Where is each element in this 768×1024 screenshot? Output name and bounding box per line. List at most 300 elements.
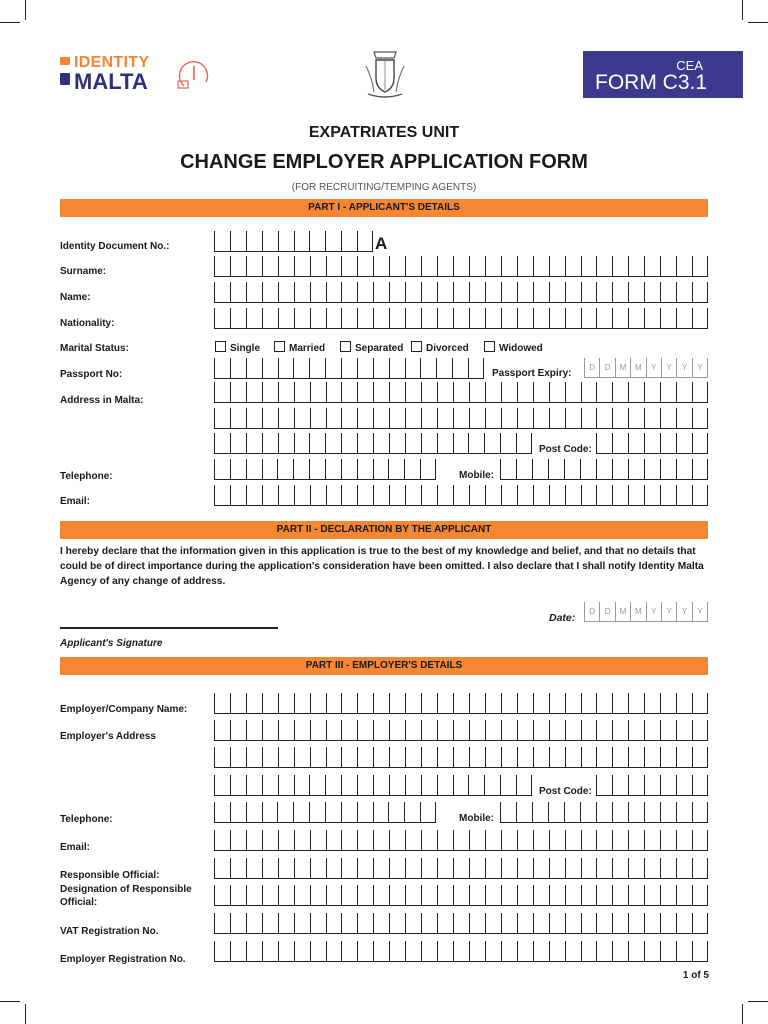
char-box-divider [262, 913, 263, 933]
char-box-divider [628, 433, 629, 453]
part2-banner: PART II - DECLARATION BY THE APPLICANT [60, 521, 708, 539]
char-box-divider [692, 941, 693, 961]
char-box-divider [389, 775, 390, 795]
employer-address-line3-field[interactable] [214, 775, 532, 796]
char-box-divider [389, 913, 390, 933]
char-box-divider [357, 941, 358, 961]
official-field[interactable] [214, 858, 708, 879]
char-box-divider [517, 282, 518, 302]
char-box-divider [707, 941, 708, 961]
char-box-divider [326, 382, 327, 402]
char-box-divider [357, 256, 358, 276]
char-box-divider [644, 858, 645, 878]
char-box-divider [230, 775, 231, 795]
char-box-divider [262, 775, 263, 795]
char-box-divider [326, 408, 327, 428]
char-box-divider [389, 830, 390, 850]
char-box-divider [660, 775, 661, 795]
char-box-divider [628, 747, 629, 767]
char-box-divider [549, 858, 550, 878]
char-box-divider [596, 941, 597, 961]
char-box-divider [548, 459, 549, 479]
char-box-divider [549, 282, 550, 302]
logo-line2: MALTA [74, 69, 148, 94]
char-box-divider [644, 802, 645, 822]
char-box-divider [357, 913, 358, 933]
logo-line1: IDENTITY [74, 54, 150, 71]
char-box-divider [612, 802, 613, 822]
employer-telephone-field[interactable] [214, 802, 436, 823]
char-box-divider [230, 802, 231, 822]
char-box-divider [707, 693, 708, 713]
char-box-divider [293, 358, 294, 378]
char-box-divider [453, 433, 454, 453]
char-box-divider [310, 858, 311, 878]
char-box-divider [372, 231, 373, 251]
char-box-divider [341, 913, 342, 933]
char-box-divider [533, 913, 534, 933]
vat-field[interactable] [214, 913, 708, 934]
marital-status-label: Marital Status: [60, 343, 129, 354]
char-box-divider [421, 830, 422, 850]
date-digit-box: Y [677, 602, 692, 622]
char-box-divider [421, 693, 422, 713]
char-box-divider [501, 747, 502, 767]
char-box-divider [485, 308, 486, 328]
char-box-divider [310, 830, 311, 850]
char-box-divider [581, 282, 582, 302]
char-box-divider [262, 282, 263, 302]
char-box-divider [278, 747, 279, 767]
char-box-divider [644, 830, 645, 850]
char-box-divider [581, 382, 582, 402]
id-card-icon [176, 56, 212, 92]
marital-married-checkbox[interactable] [274, 341, 325, 354]
char-box-divider [501, 830, 502, 850]
marital-separated-checkbox[interactable] [340, 341, 403, 354]
char-box-divider [596, 256, 597, 276]
char-box-divider [230, 231, 231, 251]
char-box-divider [214, 720, 215, 740]
char-box-divider [453, 382, 454, 402]
char-box-divider [373, 885, 374, 905]
employer-mobile-label: Mobile: [459, 813, 494, 824]
char-box-divider [294, 913, 295, 933]
char-box-divider [501, 913, 502, 933]
char-box-divider [692, 802, 693, 822]
char-box-divider [278, 382, 279, 402]
char-box-divider [628, 256, 629, 276]
char-box-divider [707, 720, 708, 740]
char-box-divider [437, 485, 438, 505]
char-box-divider [692, 282, 693, 302]
char-box-divider [277, 802, 278, 822]
char-box-divider [294, 231, 295, 251]
char-box-divider [549, 913, 550, 933]
signature-line[interactable] [60, 627, 278, 629]
declaration-text: I hereby declare that the information given in this application is true to the best of my knowledge and belief, and that no details that could be of direct importance during the application's consideration have been omitted. I also declare that I shall notify Identity Malta Agency of any change of address. [60, 546, 704, 587]
email-label: Email: [60, 496, 91, 507]
crop-mark [748, 1001, 768, 1002]
char-box-divider [676, 382, 677, 402]
char-box-divider [278, 885, 279, 905]
char-box-divider [230, 282, 231, 302]
char-box-divider [326, 282, 327, 302]
char-box-divider [581, 485, 582, 505]
char-box-divider [707, 747, 708, 767]
char-box-divider [676, 802, 677, 822]
char-box-divider [628, 408, 629, 428]
char-box-divider [676, 858, 677, 878]
char-box-divider [325, 775, 326, 795]
char-box-divider [262, 693, 263, 713]
char-box-divider [230, 408, 231, 428]
date-digit-box: Y [677, 358, 692, 378]
char-box-divider [437, 913, 438, 933]
address-line3-field[interactable] [214, 433, 532, 454]
nationality-field[interactable] [214, 308, 708, 329]
char-box-divider [644, 885, 645, 905]
char-box-divider [692, 256, 693, 276]
char-box-divider [707, 408, 708, 428]
address-line1-field[interactable] [214, 382, 708, 403]
char-box-divider [707, 830, 708, 850]
char-box-divider [309, 775, 310, 795]
char-box-divider [357, 231, 358, 251]
char-box-divider [565, 720, 566, 740]
char-box-divider [405, 830, 406, 850]
form-code: FORM C3.1 [595, 71, 708, 94]
address-line2-field[interactable] [214, 408, 708, 429]
char-box-divider [469, 885, 470, 905]
char-box-divider [660, 459, 661, 479]
char-box-divider [262, 885, 263, 905]
char-box-divider [326, 747, 327, 767]
company-name-label: Employer/Company Name: [60, 704, 188, 715]
char-box-divider [246, 830, 247, 850]
char-box-divider [437, 858, 438, 878]
char-box-divider [389, 747, 390, 767]
char-box-divider [628, 830, 629, 850]
marital-single-checkbox[interactable] [215, 341, 260, 354]
part1-banner: PART I - APPLICANT'S DETAILS [60, 199, 708, 217]
char-box-divider [596, 382, 597, 402]
char-box-divider [246, 282, 247, 302]
char-box-divider [452, 358, 453, 378]
char-box-divider [485, 408, 486, 428]
char-box-divider [421, 941, 422, 961]
char-box-divider [549, 747, 550, 767]
char-box-divider [692, 775, 693, 795]
marital-option-label: Single [230, 343, 261, 354]
char-box-divider [628, 941, 629, 961]
char-box-divider [581, 256, 582, 276]
char-box-divider [692, 693, 693, 713]
char-box-divider [612, 858, 613, 878]
char-box-divider [246, 720, 247, 740]
char-box-divider [660, 382, 661, 402]
char-box-divider [596, 282, 597, 302]
char-box-divider [357, 433, 358, 453]
char-box-divider [326, 485, 327, 505]
name-label: Name: [60, 292, 91, 303]
company-name-field[interactable] [214, 693, 708, 714]
employer-mobile-field[interactable] [500, 802, 708, 823]
char-box-divider [262, 941, 263, 961]
char-box-divider [644, 747, 645, 767]
char-box-divider [278, 858, 279, 878]
char-box-divider [341, 358, 342, 378]
char-box-divider [278, 358, 279, 378]
telephone-field[interactable] [214, 459, 436, 480]
char-box-divider [707, 382, 708, 402]
char-box-divider [485, 720, 486, 740]
char-box-divider [660, 256, 661, 276]
char-box-divider [517, 885, 518, 905]
char-box-divider [230, 693, 231, 713]
char-box-divider [262, 747, 263, 767]
employer-email-field[interactable] [214, 830, 708, 851]
employer-postcode-field[interactable] [596, 775, 708, 796]
char-box-divider [262, 858, 263, 878]
char-box-divider [230, 885, 231, 905]
date-digit-box: Y [662, 358, 677, 378]
crop-mark [748, 22, 768, 23]
malta-coat-of-arms-icon [362, 46, 408, 100]
char-box-divider [533, 747, 534, 767]
char-box-divider [373, 282, 374, 302]
char-box-divider [453, 408, 454, 428]
employer-address-line2-field[interactable] [214, 747, 708, 768]
char-box-divider [357, 485, 358, 505]
char-box-divider [692, 459, 693, 479]
char-box-divider [437, 775, 438, 795]
char-box-divider [707, 433, 708, 453]
date-digit-box: D [585, 602, 600, 622]
char-box-divider [421, 282, 422, 302]
char-box-divider [278, 256, 279, 276]
char-box-divider [214, 256, 215, 276]
char-box-divider [628, 775, 629, 795]
char-box-divider [565, 408, 566, 428]
char-box-divider [549, 830, 550, 850]
char-box-divider [485, 693, 486, 713]
char-box-divider [596, 459, 597, 479]
char-box-divider [596, 485, 597, 505]
char-box-divider [341, 693, 342, 713]
char-box-divider [469, 747, 470, 767]
passport-expiry-date-field[interactable] [584, 358, 708, 378]
char-box-divider [294, 941, 295, 961]
char-box-divider [580, 802, 581, 822]
designation-field[interactable] [214, 885, 708, 906]
char-box-divider [278, 308, 279, 328]
char-box-divider [692, 408, 693, 428]
char-box-divider [660, 802, 661, 822]
char-box-divider [230, 256, 231, 276]
char-box-divider [246, 485, 247, 505]
char-box-divider [373, 408, 374, 428]
char-box-divider [707, 885, 708, 905]
employer-address-line1-field[interactable] [214, 720, 708, 741]
char-box-divider [485, 885, 486, 905]
char-box-divider [468, 433, 469, 453]
address-label: Address in Malta: [60, 395, 144, 406]
char-box-divider [341, 308, 342, 328]
char-box-divider [310, 913, 311, 933]
date-digit-box: M [616, 358, 631, 378]
char-box-divider [485, 256, 486, 276]
char-box-divider [501, 408, 502, 428]
marital-divorced-checkbox[interactable] [411, 341, 469, 354]
char-box-divider [437, 382, 438, 402]
char-box-divider [214, 231, 215, 251]
char-box-divider [309, 802, 310, 822]
char-box-divider [516, 802, 517, 822]
char-box-divider [644, 256, 645, 276]
char-box-divider [246, 256, 247, 276]
name-field[interactable] [214, 282, 708, 303]
char-box-divider [294, 775, 295, 795]
mobile-field[interactable] [500, 459, 708, 480]
char-box-divider [484, 433, 485, 453]
date-digit-box: M [631, 358, 646, 378]
char-box-divider [357, 858, 358, 878]
char-box-divider [214, 358, 215, 378]
char-box-divider [612, 308, 613, 328]
char-box-divider [468, 358, 469, 378]
char-box-divider [612, 941, 613, 961]
char-box-divider [341, 408, 342, 428]
char-box-divider [373, 433, 374, 453]
char-box-divider [294, 382, 295, 402]
char-box-divider [707, 913, 708, 933]
char-box-divider [612, 485, 613, 505]
char-box-divider [437, 433, 438, 453]
char-box-divider [326, 308, 327, 328]
char-box-divider [388, 459, 389, 479]
char-box-divider [644, 913, 645, 933]
char-box-divider [644, 408, 645, 428]
char-box-divider [453, 885, 454, 905]
char-box-divider [516, 775, 517, 795]
char-box-divider [214, 282, 215, 302]
char-box-divider [565, 941, 566, 961]
marital-widowed-checkbox[interactable] [484, 341, 543, 354]
char-box-divider [565, 830, 566, 850]
char-box-divider [548, 802, 549, 822]
surname-label: Surname: [60, 266, 107, 277]
char-box-divider [389, 256, 390, 276]
char-box-divider [612, 408, 613, 428]
char-box-divider [676, 941, 677, 961]
char-box-divider [501, 941, 502, 961]
marital-option-label: Widowed [499, 343, 543, 354]
passport-label: Passport No: [60, 369, 123, 380]
char-box-divider [405, 282, 406, 302]
char-box-divider [435, 459, 436, 479]
char-box-divider [533, 693, 534, 713]
char-box-divider [404, 459, 405, 479]
email-field[interactable] [214, 485, 708, 506]
id-suffix: A [375, 234, 388, 253]
unit-title: EXPATRIATES UNIT [308, 124, 460, 141]
char-box-divider [565, 747, 566, 767]
surname-field[interactable] [214, 256, 708, 277]
char-box-divider [389, 858, 390, 878]
char-box-divider [309, 231, 310, 251]
char-box-divider [373, 256, 374, 276]
char-box-divider [501, 308, 502, 328]
char-box-divider [628, 459, 629, 479]
employer-reg-field[interactable] [214, 941, 708, 962]
char-box-divider [357, 459, 358, 479]
char-box-divider [294, 830, 295, 850]
char-box-divider [581, 913, 582, 933]
char-box-divider [246, 885, 247, 905]
char-box-divider [500, 433, 501, 453]
char-box-divider [405, 358, 406, 378]
char-box-divider [533, 308, 534, 328]
char-box-divider [676, 433, 677, 453]
passport-field[interactable] [214, 358, 484, 379]
char-box-divider [565, 308, 566, 328]
char-box-divider [437, 693, 438, 713]
mobile-label: Mobile: [459, 470, 494, 481]
char-box-divider [516, 459, 517, 479]
char-box-divider [612, 282, 613, 302]
char-box-divider [405, 308, 406, 328]
char-box-divider [405, 256, 406, 276]
declaration-date-field[interactable] [584, 602, 708, 622]
char-box-divider [549, 408, 550, 428]
char-box-divider [628, 802, 629, 822]
char-box-divider [214, 485, 215, 505]
char-box-divider [357, 358, 358, 378]
page-number: 1 of 5 [682, 970, 709, 981]
id-document-field[interactable] [214, 231, 373, 252]
char-box-divider [357, 775, 358, 795]
char-box-divider [692, 485, 693, 505]
char-box-divider [310, 747, 311, 767]
postcode-field[interactable] [596, 433, 708, 454]
char-box-divider [453, 775, 454, 795]
char-box-divider [660, 830, 661, 850]
char-box-divider [262, 408, 263, 428]
char-box-divider [341, 747, 342, 767]
char-box-divider [405, 775, 406, 795]
char-box-divider [437, 282, 438, 302]
char-box-divider [707, 775, 708, 795]
crop-mark [0, 1001, 20, 1002]
char-box-divider [405, 885, 406, 905]
char-box-divider [214, 802, 215, 822]
char-box-divider [581, 941, 582, 961]
char-box-divider [485, 382, 486, 402]
employer-telephone-label: Telephone: [60, 814, 113, 825]
employer-postcode-label: Post Code: [539, 786, 592, 797]
char-box-divider [564, 802, 565, 822]
char-box-divider [596, 802, 597, 822]
char-box-divider [389, 485, 390, 505]
char-box-divider [596, 858, 597, 878]
char-box-divider [373, 693, 374, 713]
vat-label: VAT Registration No. [60, 926, 159, 937]
char-box-divider [278, 485, 279, 505]
part3-banner: PART III - EMPLOYER'S DETAILS [60, 657, 708, 675]
char-box-divider [294, 433, 295, 453]
char-box-divider [676, 693, 677, 713]
